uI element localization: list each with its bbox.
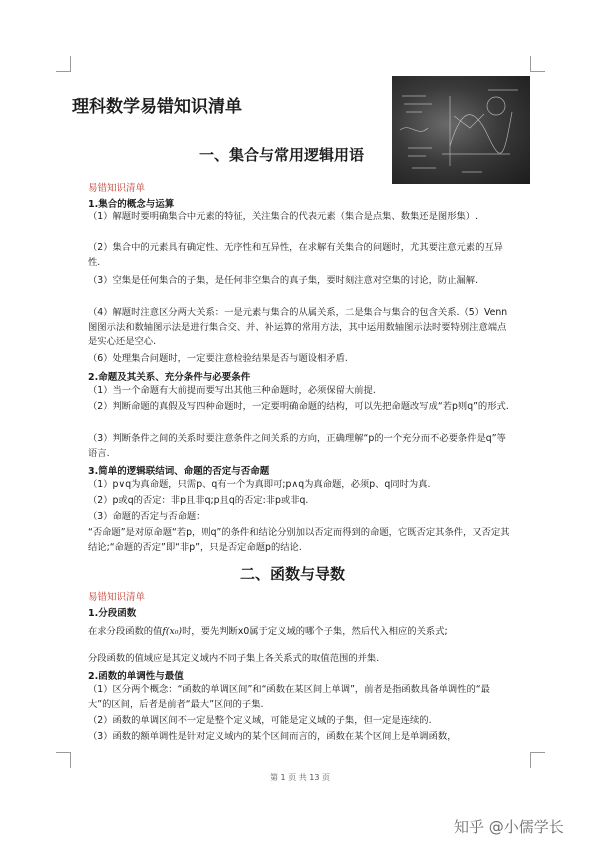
paragraph: （3）函数的额单调性是针对定义域内的某个区间而言的，函数在某个区间上是单调函数， [88,731,457,742]
chalkboard-math-image [392,76,530,184]
subheading: 2.命题及其关系、充分条件与必要条件 [88,372,251,383]
crop-mark-top-left-h [56,71,71,72]
text-before-formula: 在求分段函数的值 [88,626,163,637]
document-title: 理科数学易错知识清单 [72,97,242,117]
crop-mark-top-right [530,56,531,72]
watermark: 知乎 @小儒学长 [454,818,564,836]
section-label: 易错知识清单 [88,592,146,603]
section-heading-functions: 二、函数与导数 [240,565,346,583]
crop-mark-top-left [70,56,71,72]
paragraph: （3）空集是任何集合的子集，是任何非空集合的真子集，要时刻注意对空集的讨论，防止漏解. [88,275,479,286]
paragraph: “否命题”是对原命题“若p，则q”的条件和结论分别加以否定而得到的命题，它既否定其条件，又否定其结论;“命题的否定”即“非p”，只是否定命题p的结论. [88,527,510,553]
crop-mark-bottom-right [530,752,531,768]
subheading: 2.函数的单调性与最值 [88,671,184,682]
paragraph: （3）命题的否定与否命题： [88,511,206,522]
paragraph: （2）p或q的否定：非p且非q;p且q的否定:非p或非q. [88,495,309,506]
paragraph: （2）判断命题的真假及写四种命题时，一定要明确命题的结构，可以先把命题改写成“若p则q”的形式. [88,401,509,412]
paragraph: （3）判断条件之间的关系时要注意条件之间关系的方向，正确理解“p的一个充分而不必要条件是q”等语言. [88,433,506,459]
section-label: 易错知识清单 [88,183,146,194]
page-footer: 第 1 页 共 13 页 [270,773,330,782]
formula: f(x₀) [162,626,183,637]
paragraph: （1）p∨q为真命题，只需p、q有一个为真即可;p∧q为真命题，必须p、q同时为真. [88,479,431,490]
subheading: 1.集合的概念与运算 [88,199,175,210]
crop-mark-bottom-right-h [530,752,545,753]
crop-mark-bottom-left [70,752,71,768]
paragraph: 分段函数的值域应是其定义域内不同子集上各关系式的取值范围的并集. [88,653,380,664]
paragraph: （1）解题时要明确集合中元素的特征，关注集合的代表元素（集合是点集、数集还是图形集）. [88,211,479,222]
subheading: 3.简单的逻辑联结词、命题的否定与否命题 [88,466,270,477]
text-after-formula: 时，要先判断x0属于定义域的哪个子集，然后代入相应的关系式; [182,626,448,637]
paragraph: （4）解题时注意区分两大关系：一是元素与集合的从属关系，二是集合与集合的包含关系.（5）Venn图图示法和数轴图示法是进行集合交、并、补运算的常用方法，其中运用数轴图示法时要特别注意端点是实心还是空心. [88,307,508,347]
paragraph: （6）处理集合问题时，一定要注意检验结果是否与题设相矛盾. [88,353,348,364]
paragraph [88,625,512,640]
paragraph: （2）集合中的元素具有确定性、无序性和互异性，在求解有关集合的问题时，尤其要注意元素的互异性. [88,242,503,268]
paragraph: （2）函数的单调区间不一定是整个定义域，可能是定义域的子集，但一定是连续的. [88,715,432,726]
paragraph: （1）当一个命题有大前提而要写出其他三种命题时，必须保留大前提. [88,385,376,396]
subheading: 1.分段函数 [88,608,137,619]
crop-mark-top-right-h [530,71,545,72]
section-heading-sets-logic: 一、集合与常用逻辑用语 [199,146,365,164]
paragraph: （1）区分两个概念：“函数的单调区间”和“函数在某区间上单调”，前者是指函数具备单调性的“最大”的区间，后者是前者“最大”区间的子集. [88,684,490,710]
crop-mark-bottom-left-h [56,752,71,753]
